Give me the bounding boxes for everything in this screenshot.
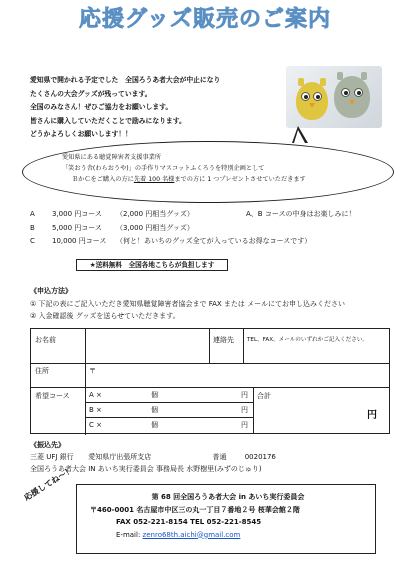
page-title: 応援グッズ販売のご案内 — [79, 7, 331, 32]
order-form — [30, 328, 390, 434]
contact-lines — [86, 491, 370, 541]
contact-address: 〒460-0001 名古屋市中区三の丸一丁目７番地２号 桜華会館２階 — [90, 505, 300, 514]
total-yen: 円 — [367, 410, 377, 421]
bank-heading: 《振込先》 — [30, 441, 65, 449]
contact-org: 第 68 回全国ろうあ者大会 in あいち実行委員会 — [151, 493, 305, 501]
owl-mascot-yellow — [296, 82, 328, 120]
intro-line: どうかよろしくお願いします！！ — [30, 130, 132, 138]
intro-line: 愛知県で開かれる予定でした 全国ろうあ者大会が中止になり — [30, 76, 221, 84]
email-link[interactable]: zenro68th.aichi@gmail.com — [142, 530, 241, 539]
intro-text — [30, 74, 280, 142]
contact-label: 連絡先 — [213, 336, 234, 344]
bubble-text — [62, 152, 382, 185]
apply-step: ② 入金確認後 グッズを送らせていただきます。 — [30, 312, 180, 320]
address-label: 住所 — [35, 367, 49, 375]
course-row: A 3,000 円コース （2,000 円相当グッズ） A、B コースの中身はお楽しみに！ — [30, 210, 356, 218]
contact-email: E-mail: zenro68th.aichi@gmail.com — [116, 530, 241, 539]
apply-step: ① 下記の表にご記入いただき愛知県聴覚障害者協会まで FAX または メールにてお申し込みください — [30, 300, 346, 308]
course-row-c[interactable]: C × 個 円 — [89, 421, 248, 429]
intro-line: たくさんの大会グッズが残っています。 — [30, 89, 152, 98]
name-field[interactable] — [87, 331, 207, 361]
name-label: お名前 — [35, 336, 56, 344]
course-row: B 5,000 円コース （3,000 円相当グッズ） — [30, 223, 194, 232]
course-label: 希望コース — [35, 392, 70, 400]
free-shipping-box: ★送料無料 全国各地こちらが負担します — [76, 259, 228, 271]
bubble-line: ＢかＣをご購入の方に先着 100 名様までの方に 1 つプレゼントさせていただきます — [72, 176, 306, 183]
course-row: C 10,000 円コース （何と！あいちのグッズ全てが入っているお得なコースです） — [30, 237, 312, 245]
account-holder: 全国ろうあ者大会 IN あいち実行委員会 事務局長 水野樹里(みずのじゅり) — [30, 464, 262, 473]
address-field[interactable] — [99, 365, 387, 385]
cheer-stamp: 応援してね〜！ — [22, 465, 75, 503]
contact-phone: FAX 052-221-8154 TEL 052-221-8545 — [116, 518, 262, 526]
total-label: 合計 — [257, 392, 271, 400]
bank-name: 三菱 UFJ 銀行 — [30, 453, 74, 461]
course-list — [30, 208, 390, 249]
course-row-b[interactable]: B × 個 円 — [89, 406, 248, 414]
bank-branch: 愛知県庁出張所支店 — [88, 453, 152, 461]
bubble-line: 「笑おう舎(わらおうや)」の手作りマスコットふくろうを特別企画として — [62, 165, 265, 172]
intro-line: 皆さんに購入していただくことで励みになります。 — [30, 116, 186, 125]
account-type: 普通 — [212, 453, 227, 461]
account-number: 0020176 — [244, 453, 276, 461]
postal-mark: 〒 — [89, 367, 96, 375]
contact-hint: TEL、FAX、メールのいずれかご記入ください。 — [247, 337, 369, 343]
bubble-line: 愛知県にある聴覚障害者支援事業所 — [62, 154, 161, 161]
contact-field[interactable] — [245, 331, 387, 361]
first-100-highlight: 先着 100 名様 — [133, 176, 175, 183]
owl-mascot-photo — [286, 66, 382, 128]
apply-heading: 《申込方法》 — [30, 287, 72, 295]
owl-mascot-grey — [334, 76, 370, 118]
apply-steps — [30, 298, 345, 322]
bank-info — [30, 452, 390, 475]
course-row-a[interactable]: A × 個 円 — [89, 391, 248, 399]
intro-line: 全国のみなさん！ぜひご協力をお願いします。 — [30, 103, 173, 111]
